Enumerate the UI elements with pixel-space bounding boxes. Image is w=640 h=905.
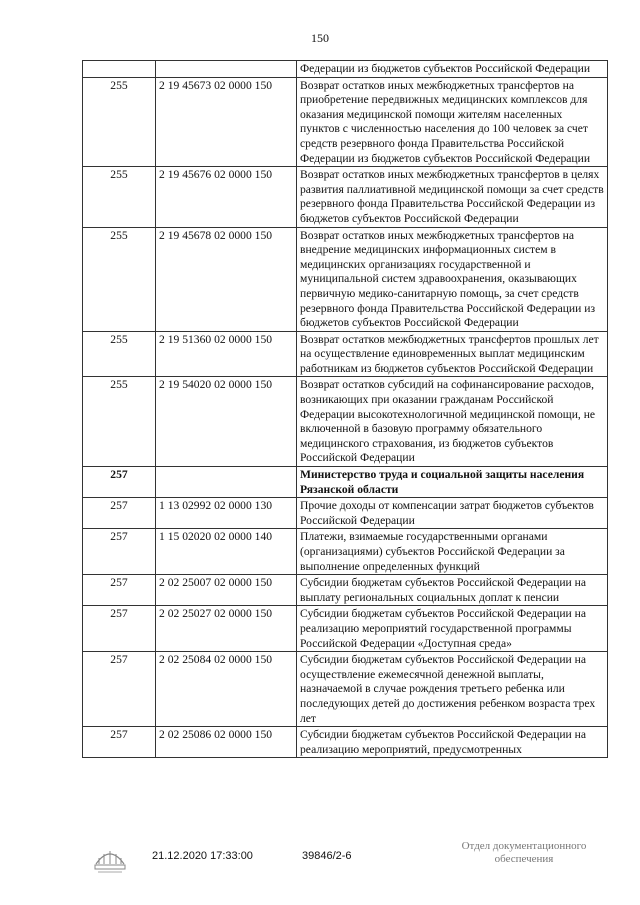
table-row [83,227,608,331]
kbk-code-cell: 2 19 45673 02 0000 150 [156,77,297,167]
admin-code-cell: 257 [83,498,156,529]
kbk-code-cell: 2 19 54020 02 0000 150 [156,377,297,467]
table-row [83,529,608,575]
description-cell: Субсидии бюджетам субъектов Российской Федерации на реализацию мероприятий, предусмотренных [297,727,608,758]
admin-code-cell [83,61,156,78]
table-row [83,727,608,758]
kbk-code-cell: 1 13 02992 02 0000 130 [156,498,297,529]
description-cell: Прочие доходы от компенсации затрат бюджетов субъектов Российской Федерации [297,498,608,529]
kbk-code-cell: 2 02 25086 02 0000 150 [156,727,297,758]
table-row [83,331,608,377]
admin-code-cell: 257 [83,727,156,758]
admin-code-cell: 257 [83,606,156,652]
kbk-code-cell: 1 15 02020 02 0000 140 [156,529,297,575]
admin-code-cell: 257 [83,652,156,727]
kbk-code-cell: 2 19 45678 02 0000 150 [156,227,297,331]
table-row [83,606,608,652]
description-cell: Субсидии бюджетам субъектов Российской Федерации на выплату региональных социальных доплат к пенсии [297,575,608,606]
admin-code-cell: 257 [83,575,156,606]
admin-code-cell: 255 [83,77,156,167]
admin-code-cell: 257 [83,467,156,498]
description-cell: Возврат остатков иных межбюджетных трансфертов на внедрение медицинских информационных систем в медицинских организациях государственной и муниципальной систем здравоохранения, оказывающих первичную медико-санитарную помощь, за счет средств резервного фонда Правительства Российской Федерации из бюджетов субъектов Российской Федерации [297,227,608,331]
kbk-code-cell: 2 02 25027 02 0000 150 [156,606,297,652]
kbk-code-cell [156,467,297,498]
page-number: 150 [311,31,329,45]
admin-code-cell: 255 [83,377,156,467]
footer-document-code: 39846/2-6 [302,850,352,862]
footer-department-line-1: Отдел документационного [461,840,587,852]
admin-code-cell: 257 [83,529,156,575]
table-row [83,167,608,227]
admin-code-cell: 255 [83,331,156,377]
table-row [83,467,608,498]
kbk-code-cell [156,61,297,78]
description-cell: Возврат остатков иных межбюджетных трансфертов в целях развития паллиативной медицинской помощи за счет средств резервного фонда Правительства Российской Федерации из бюджетов субъектов Российской Федерации [297,167,608,227]
table-row [83,61,608,78]
admin-code-cell: 255 [83,227,156,331]
kbk-code-cell: 2 02 25007 02 0000 150 [156,575,297,606]
footer-department-line-2: обеспечения [494,853,554,865]
table-row [83,77,608,167]
kbk-code-cell: 2 02 25084 02 0000 150 [156,652,297,727]
footer-timestamp: 21.12.2020 17:33:00 [152,850,253,862]
description-cell: Возврат остатков межбюджетных трансфертов прошлых лет на осуществление единовременных выплат медицинским работникам из бюджетов субъектов Российской Федерации [297,331,608,377]
description-cell: Субсидии бюджетам субъектов Российской Федерации на осуществление ежемесячной денежной выплаты, назначаемой в случае рождения третьего ребенка или последующих детей до достижения ребенком возраста трех лет [297,652,608,727]
admin-code-cell: 255 [83,167,156,227]
table-row [83,652,608,727]
table-row [83,498,608,529]
description-cell: Субсидии бюджетам субъектов Российской Федерации на реализацию мероприятий государственной программы Российской Федерации «Доступная среда» [297,606,608,652]
description-cell: Возврат остатков иных межбюджетных трансфертов на приобретение передвижных медицинских комплексов для оказания медицинской помощи жителям населенных пунктов с численностью населения до 100 человек за счет средств резервного фонда Правительства Российской Федерации из бюджетов субъектов Российской Федерации [297,77,608,167]
budget-codes-table [82,60,608,758]
table-row [83,377,608,467]
footer-department [440,840,608,866]
description-cell: Возврат остатков субсидий на софинансирование расходов, возникающих при оказании гражданам Российской Федерации высокотехнологичной медицинской помощи, не включенной в базовую программу обязательного медицинского страхования, из бюджетов субъектов Российской Федерации [297,377,608,467]
kbk-code-cell: 2 19 45676 02 0000 150 [156,167,297,227]
description-cell: Министерство труда и социальной защиты населения Рязанской области [297,467,608,498]
document-stamp-icon [90,836,130,876]
table-row [83,575,608,606]
description-cell: Федерации из бюджетов субъектов Российской Федерации [297,61,608,78]
description-cell: Платежи, взимаемые государственными органами (организациями) субъектов Российской Федерации за выполнение определенных функций [297,529,608,575]
kbk-code-cell: 2 19 51360 02 0000 150 [156,331,297,377]
